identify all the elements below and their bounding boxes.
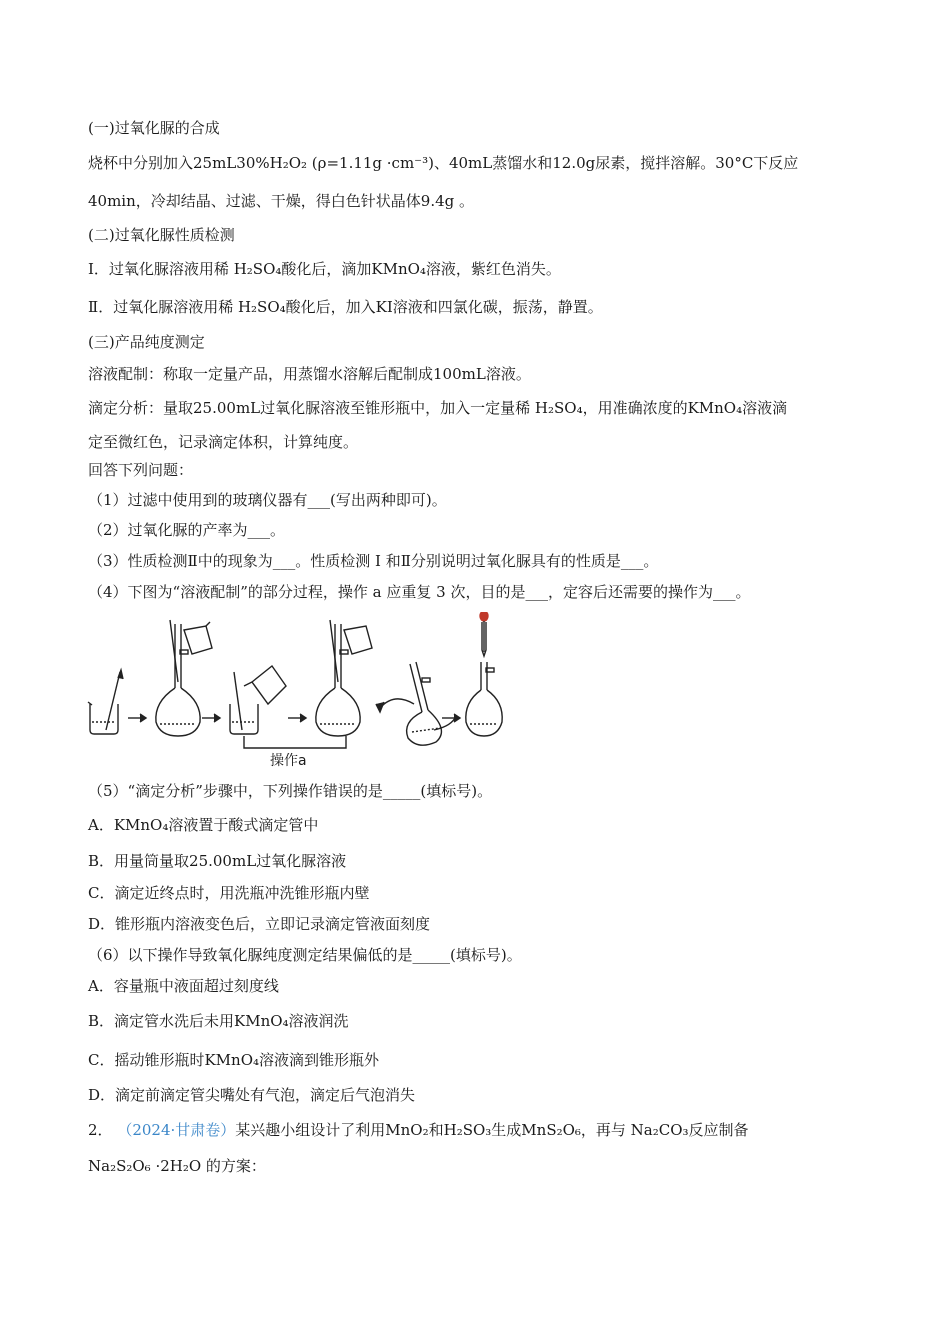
questions-intro: 回答下列问题：: [88, 461, 194, 479]
synthesis-text-2: 40min，冷却结晶、过滤、干燥，得白色针状晶体9.4g 。: [88, 192, 474, 210]
titration-text-2: 定至微红色，记录滴定体积，计算纯度。: [88, 433, 359, 451]
section-title-property: (二)过氧化脲性质检测: [88, 226, 235, 244]
q6-option-b: B．滴定管水洗后未用KMnO₄溶液润洗: [88, 1012, 349, 1030]
section-title-synthesis: (一)过氧化脲的合成: [88, 119, 220, 137]
question-number: 2．: [88, 1121, 113, 1139]
property-test-1: I．过氧化脲溶液用稀 H₂SO₄酸化后，滴加KMnO₄溶液，紫红色消失。: [88, 260, 561, 278]
swirl-flask-icon: [376, 662, 456, 745]
solution-preparation-figure: [84, 612, 524, 774]
question-3: （3）性质检测Ⅱ中的现象为___。性质检测 I 和Ⅱ分别说明过氧化脲具有的性质是___。: [88, 552, 659, 570]
question-source: （2024·甘肃卷）: [117, 1121, 236, 1139]
q6-option-a: A．容量瓶中液面超过刻度线: [88, 977, 279, 995]
dropper-flask-icon: [466, 612, 502, 736]
q5-option-d: D．锥形瓶内溶液变色后，立即记录滴定管液面刻度: [88, 915, 431, 933]
q5-option-b: B．用量筒量取25.00mL过氧化脲溶液: [88, 852, 347, 870]
operation-a-label: 操作a: [270, 753, 307, 769]
q5-option-a: A．KMnO₄溶液置于酸式滴定管中: [88, 816, 319, 834]
operation-a-bracket: [244, 736, 346, 748]
synthesis-text-1: 烧杯中分别加入25mL30%H₂O₂ (ρ=1.11g ·cm⁻³)、40mL蒸馏水和12.0g尿素，搅拌溶解。30°C下反应: [88, 154, 799, 172]
question-4: （4）下图为“溶液配制”的部分过程，操作 a 应重复 3 次，目的是___，定容后还需要的操作为___。: [88, 583, 751, 601]
section-title-purity: (三)产品纯度测定: [88, 333, 205, 351]
question-2-text: 某兴趣小组设计了利用MnO₂和H₂SO₃生成MnS₂O₆，再与 Na₂CO₃反应制备: [235, 1121, 749, 1139]
q5-option-c: C．滴定近终点时，用洗瓶冲洗锥形瓶内壁: [88, 884, 370, 902]
beaker-icon: [230, 666, 286, 734]
question-6: （6）以下操作导致氧化脲纯度测定结果偏低的是_____(填标号)。: [88, 946, 522, 964]
q6-option-d: D．滴定前滴定管尖嘴处有气泡，滴定后气泡消失: [88, 1086, 416, 1104]
beaker-icon: [88, 670, 123, 734]
titration-text-1: 滴定分析：量取25.00mL过氧化脲溶液至锥形瓶中，加入一定量稀 H₂SO₄，用准确浓度的KMnO₄溶液滴: [88, 399, 788, 417]
question-5: （5）“滴定分析”步骤中，下列操作错误的是_____(填标号)。: [88, 782, 493, 800]
property-test-2: Ⅱ．过氧化脲溶液用稀 H₂SO₄酸化后，加入KI溶液和四氯化碳，振荡，静置。: [88, 298, 603, 316]
question-2-text-2: Na₂S₂O₆ ·2H₂O 的方案：: [88, 1157, 266, 1175]
question-1: （1）过滤中使用到的玻璃仪器有___(写出两种即可)。: [88, 491, 447, 509]
question-2: （2）过氧化脲的产率为___。: [88, 521, 286, 539]
q6-option-c: C．摇动锥形瓶时KMnO₄溶液滴到锥形瓶外: [88, 1051, 380, 1069]
volumetric-flask-icon: [316, 620, 372, 736]
solution-prep-text: 溶液配制：称取一定量产品，用蒸馏水溶解后配制成100mL溶液。: [88, 365, 531, 383]
question-2-header: [88, 1120, 749, 1140]
